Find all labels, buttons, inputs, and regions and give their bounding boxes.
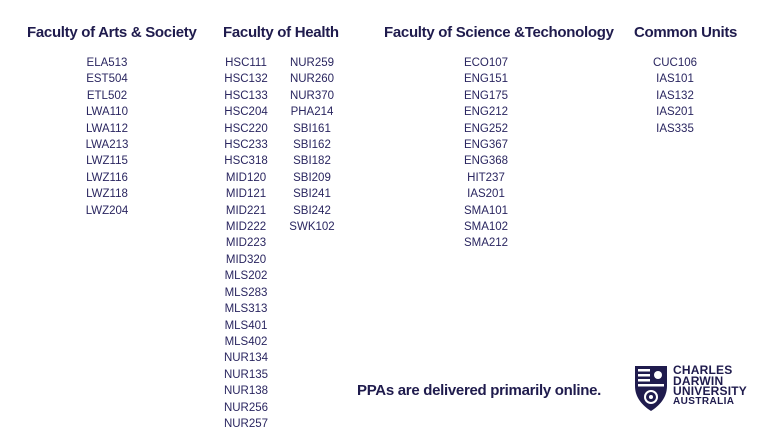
unit-code: NUR257 xyxy=(223,417,269,430)
unit-code: MID223 xyxy=(225,237,267,250)
unit-code: MID222 xyxy=(225,221,267,234)
unit-code: MLS283 xyxy=(224,286,268,299)
unit-code: HSC318 xyxy=(224,155,268,168)
unit-code: HIT237 xyxy=(467,171,505,184)
heading-arts: Faculty of Arts & Society xyxy=(27,24,197,41)
unit-code: HSC220 xyxy=(224,122,268,135)
unit-code: EST504 xyxy=(86,73,128,86)
unit-code: NUR260 xyxy=(289,73,335,86)
unit-code: IAS335 xyxy=(656,122,694,135)
cdu-crest-icon xyxy=(633,364,669,412)
unit-code: ENG367 xyxy=(463,139,509,152)
common-units-list xyxy=(652,55,698,137)
unit-code: LWZ115 xyxy=(86,155,128,168)
unit-code: MID121 xyxy=(225,188,267,201)
unit-code: IAS201 xyxy=(656,106,694,119)
unit-code: MLS202 xyxy=(224,270,268,283)
unit-code: LWA213 xyxy=(85,139,129,152)
unit-code: ENG212 xyxy=(463,106,509,119)
unit-code: SBI161 xyxy=(293,122,331,135)
arts-units-list xyxy=(84,55,130,219)
unit-code: IAS132 xyxy=(656,89,694,102)
unit-code: NUR259 xyxy=(289,57,335,69)
science-units-list xyxy=(462,55,510,252)
heading-science: Faculty of Science &Techonology xyxy=(384,24,614,41)
unit-code: ETL502 xyxy=(86,89,128,102)
unit-code: MLS313 xyxy=(224,303,268,316)
unit-code: SMA102 xyxy=(463,221,509,234)
unit-code: SBI182 xyxy=(293,155,331,168)
unit-code: NUR135 xyxy=(223,368,269,381)
delivery-note: PPAs are delivered primarily online. xyxy=(357,382,602,399)
unit-code: LWZ118 xyxy=(86,188,128,201)
unit-code: IAS101 xyxy=(656,73,694,86)
unit-code: HSC132 xyxy=(224,73,268,86)
unit-code: SMA101 xyxy=(463,204,509,217)
unit-code: ENG252 xyxy=(463,122,509,135)
unit-code: MID320 xyxy=(225,253,267,266)
unit-code: ENG368 xyxy=(463,155,509,168)
unit-code: ELA513 xyxy=(86,57,128,69)
unit-code: HSC204 xyxy=(224,106,268,119)
unit-code: LWZ204 xyxy=(85,204,129,217)
unit-code: NUR138 xyxy=(223,385,269,398)
logo-line-australia: AUSTRALIA xyxy=(673,395,735,407)
unit-code: IAS201 xyxy=(467,188,505,201)
health-units-list-2 xyxy=(288,55,336,235)
unit-code: SMA212 xyxy=(463,237,509,250)
unit-code: SBI162 xyxy=(293,139,331,152)
unit-code: HSC233 xyxy=(224,139,268,152)
unit-code: HSC111 xyxy=(225,57,267,69)
unit-code: SBI242 xyxy=(293,204,331,217)
logo-line-university: UNIVERSITY xyxy=(673,384,748,398)
unit-code: PHA214 xyxy=(290,106,334,119)
unit-code: MID221 xyxy=(225,204,267,217)
unit-code: HSC133 xyxy=(224,89,268,102)
unit-code: ECO107 xyxy=(463,57,509,69)
health-units-list-1 xyxy=(222,55,270,432)
unit-code: NUR134 xyxy=(223,352,269,365)
heading-health: Faculty of Health xyxy=(223,24,339,41)
unit-code: MLS401 xyxy=(224,319,268,332)
cdu-logo xyxy=(633,364,767,414)
unit-code: NUR256 xyxy=(223,401,269,414)
unit-code: ENG151 xyxy=(463,73,509,86)
unit-code: MID120 xyxy=(225,171,267,184)
unit-code: LWZ116 xyxy=(86,171,128,184)
unit-code: SBI241 xyxy=(293,188,331,201)
unit-code: MLS402 xyxy=(224,335,268,348)
unit-code: ENG175 xyxy=(463,89,509,102)
unit-code: LWA110 xyxy=(86,106,128,119)
logo-line-darwin: DARWIN xyxy=(673,373,724,388)
unit-code: SWK102 xyxy=(289,221,335,234)
heading-common: Common Units xyxy=(634,24,738,41)
unit-code: CUC106 xyxy=(652,57,698,69)
unit-code: NUR370 xyxy=(289,89,335,102)
unit-code: SBI209 xyxy=(293,171,331,184)
unit-code: LWA112 xyxy=(86,122,128,135)
logo-line-charles: CHARLES xyxy=(673,363,733,377)
